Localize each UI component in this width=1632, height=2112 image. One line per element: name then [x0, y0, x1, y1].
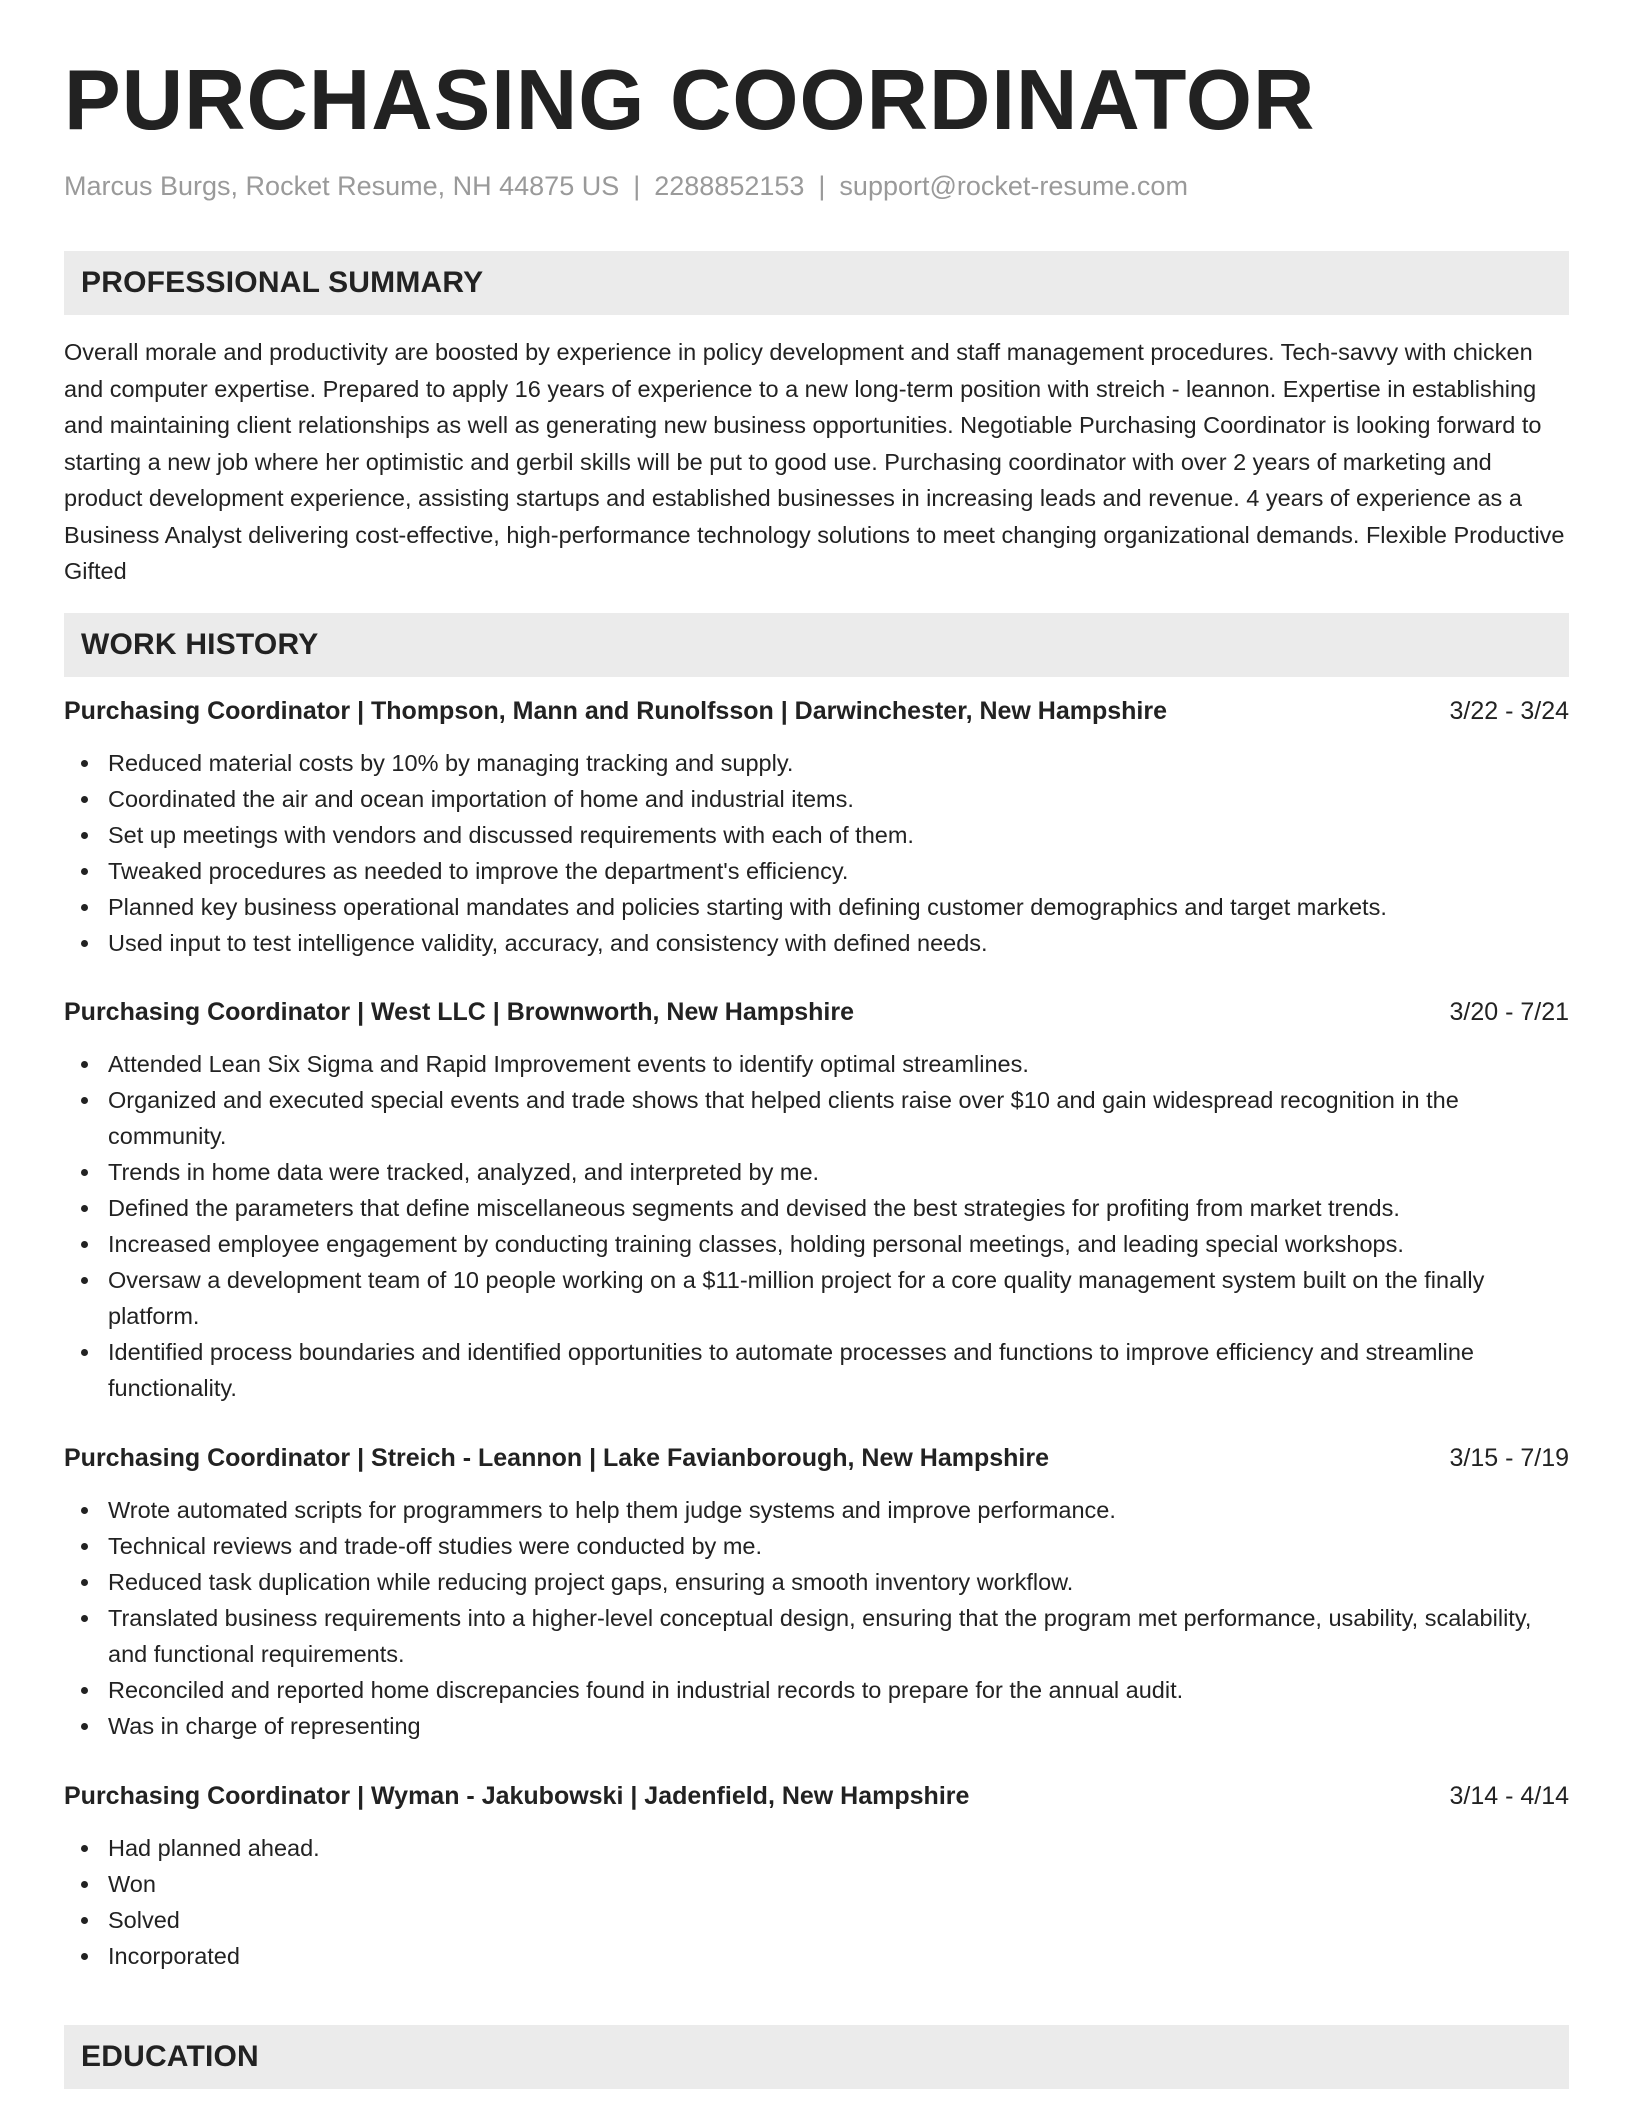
- job-header: [64, 1440, 1569, 1476]
- bullet-item: Attended Lean Six Sigma and Rapid Improvement events to identify optimal streamlines.: [64, 1046, 1569, 1082]
- job-header: [64, 1778, 1569, 1814]
- job-entry: [64, 693, 1569, 961]
- bullet-item: Solved: [64, 1902, 1569, 1938]
- bullet-item: Reduced material costs by 10% by managing tracking and supply.: [64, 745, 1569, 781]
- bullet-item: Tweaked procedures as needed to improve the department's efficiency.: [64, 853, 1569, 889]
- job-date: 3/15 - 7/19: [1449, 1444, 1569, 1472]
- bullet-item: Trends in home data were tracked, analyzed, and interpreted by me.: [64, 1154, 1569, 1190]
- contact-separator: |: [818, 171, 826, 201]
- bullet-item: Oversaw a development team of 10 people working on a $11-million project for a core quality management system built on the finally platform.: [64, 1262, 1569, 1334]
- job-title: Purchasing Coordinator | West LLC | Brownworth, New Hampshire: [64, 998, 854, 1026]
- bullet-item: Wrote automated scripts for programmers to help them judge systems and improve performance.: [64, 1492, 1569, 1528]
- bullet-item: Used input to test intelligence validity, accuracy, and consistency with defined needs.: [64, 925, 1569, 961]
- bullet-item: Reconciled and reported home discrepancies found in industrial records to prepare for the annual audit.: [64, 1672, 1569, 1708]
- job-date: 3/20 - 7/21: [1449, 998, 1569, 1026]
- job-date: 3/14 - 4/14: [1449, 1782, 1569, 1810]
- job-entry: [64, 994, 1569, 1406]
- job-title: Purchasing Coordinator | Thompson, Mann and Runolfsson | Darwinchester, New Hampshire: [64, 697, 1168, 725]
- section-header-work-history: [64, 613, 1569, 677]
- contact-address: Marcus Burgs, Rocket Resume, NH 44875 US: [64, 171, 620, 201]
- job-bullets: [64, 745, 1569, 961]
- bullet-item: Coordinated the air and ocean importation of home and industrial items.: [64, 781, 1569, 817]
- contact-email: support@rocket-resume.com: [839, 171, 1188, 201]
- job-bullets: [64, 1830, 1569, 1974]
- bullet-item: Translated business requirements into a higher-level conceptual design, ensuring that the program met performance, usability, scalability, and functional requirements.: [64, 1600, 1569, 1672]
- resume-title: PURCHASING COORDINATOR: [64, 53, 1316, 148]
- bullet-item: Identified process boundaries and identified opportunities to automate processes and functions to improve efficiency and streamline functionality.: [64, 1334, 1569, 1406]
- bullet-item: Organized and executed special events and trade shows that helped clients raise over $10 and gain widespread recognition in the community.: [64, 1082, 1569, 1154]
- bullet-item: Increased employee engagement by conducting training classes, holding personal meetings, and leading special workshops.: [64, 1226, 1569, 1262]
- summary-text: Overall morale and productivity are boosted by experience in policy development and staff management procedures. Tech-savvy with chicken and computer expertise. Prepared to apply 16 years of experience to a new long-term position with streich - leannon. Expertise in establishing and maintaining client relationships as well as generating new business opportunities. Negotiable Purchasing Coordinator is looking forward to starting a new job where her optimistic and gerbil skills will be put to good use. Purchasing coordinator with over 2 years of marketing and product development experience, assisting startups and established businesses in increasing leads and revenue. 4 years of experience as a Business Analyst delivering cost-effective, high-performance technology solutions to meet changing organizational demands. Flexible Productive Gifted: [64, 339, 1565, 584]
- bullet-item: Was in charge of representing: [64, 1708, 1569, 1744]
- contact-line: [64, 170, 1188, 202]
- section-heading: WORK HISTORY: [81, 628, 319, 661]
- job-bullets: [64, 1492, 1569, 1744]
- section-heading: EDUCATION: [81, 2040, 259, 2073]
- job-entry: [64, 1440, 1569, 1744]
- bullet-item: Had planned ahead.: [64, 1830, 1569, 1866]
- job-title: Purchasing Coordinator | Wyman - Jakubowski | Jadenfield, New Hampshire: [64, 1782, 970, 1810]
- section-heading: PROFESSIONAL SUMMARY: [81, 266, 484, 299]
- bullet-item: Set up meetings with vendors and discussed requirements with each of them.: [64, 817, 1569, 853]
- bullet-item: Technical reviews and trade-off studies were conducted by me.: [64, 1528, 1569, 1564]
- bullet-item: Planned key business operational mandates and policies starting with defining customer demographics and target markets.: [64, 889, 1569, 925]
- job-title: Purchasing Coordinator | Streich - Leannon | Lake Favianborough, New Hampshire: [64, 1444, 1049, 1472]
- job-date: 3/22 - 3/24: [1449, 697, 1569, 725]
- job-header: [64, 693, 1569, 729]
- job-bullets: [64, 1046, 1569, 1406]
- bullet-item: Reduced task duplication while reducing project gaps, ensuring a smooth inventory workflow.: [64, 1564, 1569, 1600]
- contact-phone: 2288852153: [654, 171, 805, 201]
- section-header-summary: [64, 251, 1569, 315]
- job-entry: [64, 1778, 1569, 1974]
- bullet-item: Incorporated: [64, 1938, 1569, 1974]
- contact-separator: |: [633, 171, 641, 201]
- bullet-item: Won: [64, 1866, 1569, 1902]
- job-header: [64, 994, 1569, 1030]
- section-header-education: [64, 2025, 1569, 2089]
- bullet-item: Defined the parameters that define miscellaneous segments and devised the best strategies for profiting from market trends.: [64, 1190, 1569, 1226]
